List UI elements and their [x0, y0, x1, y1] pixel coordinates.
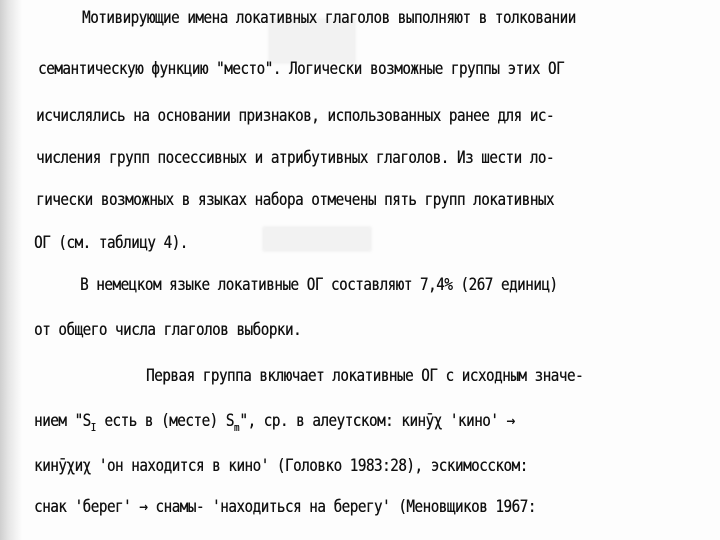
text-line: ОГ (см. таблицу 4). — [34, 233, 188, 253]
text-line: от общего числа глаголов выборки. — [34, 320, 302, 340]
text-line: числения групп посессивных и атрибутивных глаголов. Из шести ло- — [36, 148, 554, 168]
text-segment: ", ср. в алеутском: кинӯχ 'кино' → — [239, 411, 515, 431]
text-line: Мотивирующие имена локативных глаголов выполняют в толковании — [82, 8, 576, 28]
text-line: гически возможных в языках набора отмечены пять групп локативных — [36, 190, 554, 210]
text-line: Первая группа включает локативные ОГ с исходным значе- — [146, 366, 584, 386]
subscript: I — [90, 421, 97, 434]
text-line: исчислялись на основании признаков, использованных ранее для ис- — [36, 106, 554, 126]
text-segment: нием "S — [34, 411, 91, 431]
text-line — [34, 411, 515, 434]
text-line: В немецком языке локативные ОГ составляют 7,4% (267 единиц) — [80, 275, 558, 295]
text-line: кинӯχиχ 'он находится в кино' (Головко 1983:28), эскимосском: — [34, 456, 528, 476]
text-line: семантическую функцию "место". Логически возможные группы этих ОГ — [38, 59, 565, 79]
text-segment: есть в (месте) S — [96, 411, 234, 431]
text-line: снак 'берег' → снамы- 'находиться на берегу' (Меновщиков 1967: — [34, 497, 536, 517]
subscript: m — [233, 421, 240, 434]
